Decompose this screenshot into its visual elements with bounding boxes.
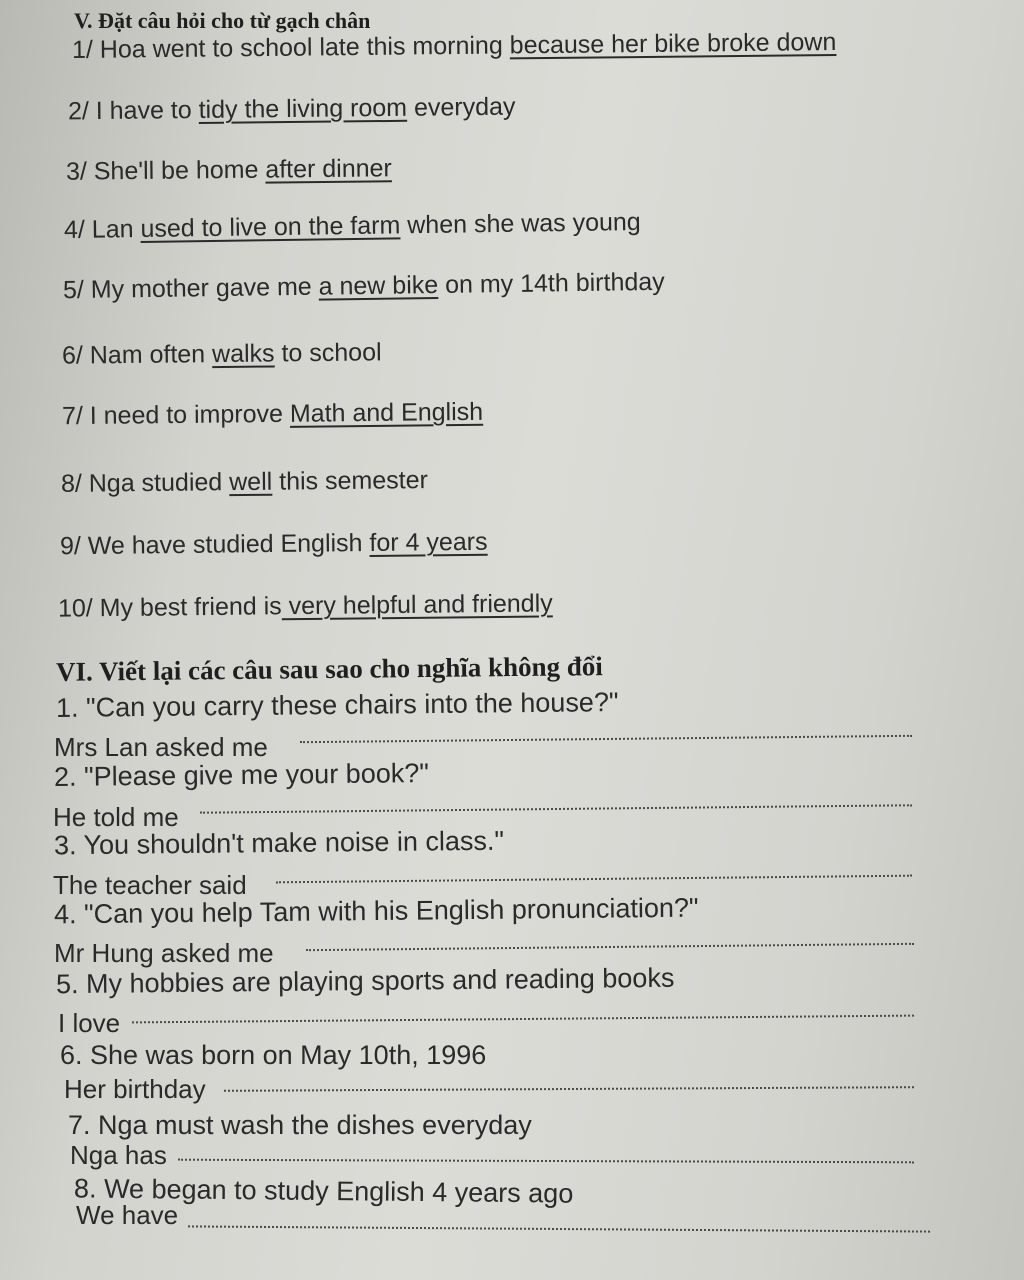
underlined-phrase: tidy the living room	[198, 93, 408, 124]
answer-line	[132, 1015, 914, 1024]
question-text-after: this semester	[272, 466, 428, 496]
rewrite-lead: Mrs Lan asked me	[54, 732, 268, 762]
question-text: 5/ My mother gave me	[62, 272, 319, 305]
question-text: 9/ We have studied English	[59, 528, 370, 561]
question-text: 7/ I need to improve	[61, 399, 291, 431]
answer-line	[306, 943, 914, 951]
question-item	[62, 398, 483, 431]
underlined-phrase: Math and English	[289, 397, 484, 428]
question-text: 6/ Nam often	[61, 340, 213, 370]
underlined-phrase: used to live on the farm	[140, 211, 401, 243]
rewrite-lead: Nga has	[70, 1140, 167, 1170]
underlined-phrase: well	[229, 467, 273, 497]
underlined-phrase: walks	[211, 339, 275, 369]
question-text: 4/ Lan	[63, 214, 141, 245]
question-item	[68, 93, 516, 127]
rewrite-lead: The teacher said	[53, 870, 247, 900]
rewrite-lead: Mr Hung asked me	[54, 938, 274, 968]
question-text: 2/ I have to	[67, 95, 199, 126]
question-item	[60, 528, 488, 561]
answer-line	[188, 1225, 930, 1232]
question-text: 3/ She'll be home	[65, 155, 266, 186]
question-text-after: when she was young	[400, 207, 641, 240]
rewrite-lead: He told me	[53, 802, 179, 832]
rewrite-prompt: 8. We began to study English 4 years ago	[73, 1173, 574, 1209]
section-vi-heading: VI. Viết lại các câu sau sao cho nghĩa không đổi	[55, 651, 603, 687]
rewrite-prompt: 4. "Can you help Tam with his English pronunciation?"	[53, 892, 699, 930]
question-item	[61, 466, 428, 499]
underlined-phrase: for 4 years	[369, 527, 488, 557]
answer-line	[276, 875, 912, 884]
question-text: 10/ My best friend is	[57, 592, 282, 623]
underlined-phrase: because her bike broke down	[509, 27, 837, 60]
answer-line	[178, 1159, 914, 1164]
question-text-after: on my 14th birthday	[437, 267, 665, 299]
answer-line	[224, 1086, 914, 1092]
rewrite-prompt: 5. My hobbies are playing sports and reading books	[55, 962, 675, 1000]
answer-line	[200, 804, 912, 813]
rewrite-prompt: 6. She was born on May 10th, 1996	[60, 1040, 487, 1070]
rewrite-lead: I love	[58, 1008, 121, 1038]
question-item	[62, 338, 382, 370]
section-v-heading: V. Đặt câu hỏi cho từ gạch chân	[74, 8, 371, 33]
question-item	[58, 589, 553, 623]
rewrite-lead: Her birthday	[64, 1074, 206, 1104]
underlined-phrase: a new bike	[318, 270, 439, 301]
rewrite-prompt: 2. "Please give me your book?"	[53, 758, 430, 792]
rewrite-lead: We have	[76, 1200, 179, 1230]
underlined-phrase: after dinner	[265, 154, 392, 184]
question-text: 1/ Hoa went to school late this morning	[71, 31, 510, 65]
rewrite-prompt: 7. Nga must wash the dishes everyday	[68, 1110, 532, 1140]
underlined-phrase: very helpful and friendly	[281, 589, 553, 621]
rewrite-prompt: 3. You shouldn't make noise in class."	[53, 825, 505, 861]
question-item	[63, 268, 665, 305]
question-text: 8/ Nga studied	[60, 468, 230, 498]
question-item	[66, 154, 392, 186]
rewrite-prompt: 1. "Can you carry these chairs into the house?"	[55, 687, 619, 723]
question-text-after: everyday	[406, 92, 516, 122]
question-text-after: to school	[274, 338, 382, 368]
answer-line	[300, 735, 912, 743]
question-item	[64, 208, 641, 245]
